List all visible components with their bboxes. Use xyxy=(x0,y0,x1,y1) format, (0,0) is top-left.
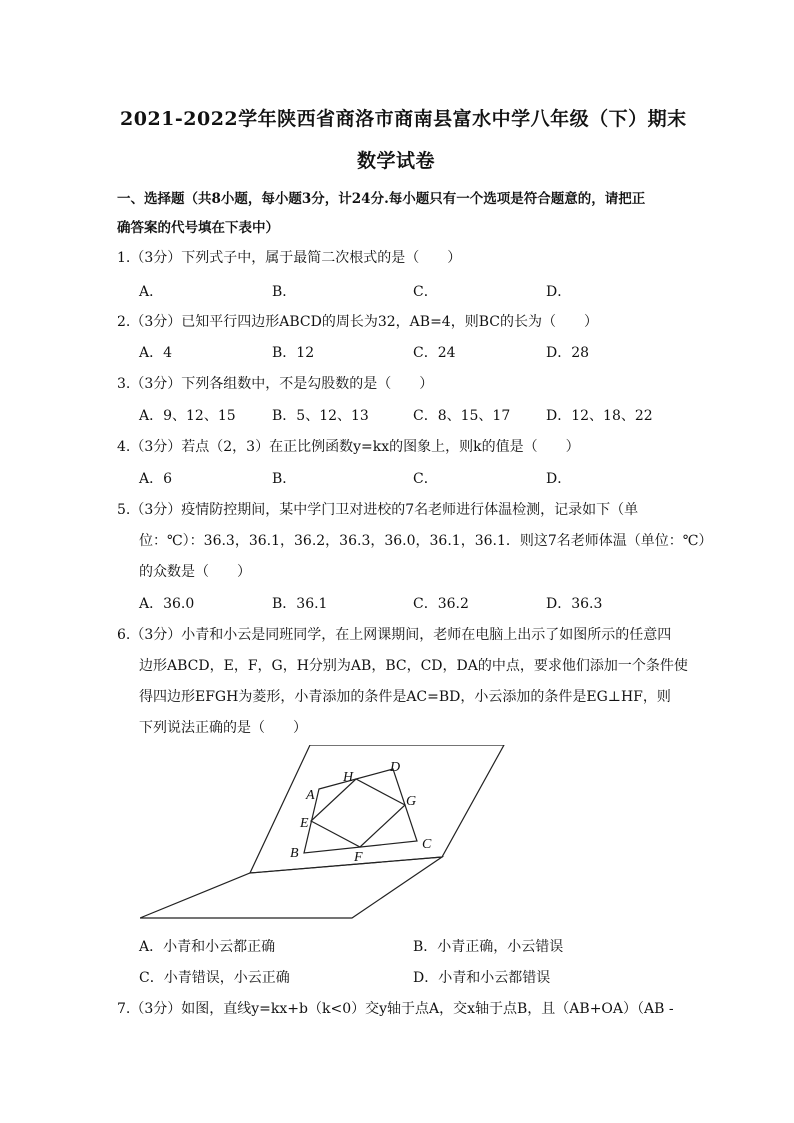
q2-option-c: C．24 xyxy=(413,345,456,361)
question-1: 1.（3分）下列式子中，属于最简二次根式的是（ ） xyxy=(117,250,462,266)
label-D: D xyxy=(390,760,401,775)
label-H: H xyxy=(343,770,354,785)
question-2: 2.（3分）已知平行四边形ABCD的周长为32，AB=4，则BC的长为（ ） xyxy=(117,314,598,330)
q1-option-d: D． xyxy=(546,284,572,300)
q1-option-b: B． xyxy=(272,284,297,300)
q2-option-b: B．12 xyxy=(272,345,315,361)
q4-option-d: D． xyxy=(546,471,572,487)
question-6-line-2: 边形ABCD，E，F，G，H分别为AB，BC，CD，DA的中点，要求他们添加一个条件使 xyxy=(139,658,688,674)
question-6-line-4: 下列说法正确的是（ ） xyxy=(139,720,307,736)
question-6-line-3: 得四边形EFGH为菱形，小青添加的条件是AC=BD，小云添加的条件是EG⊥HF，则 xyxy=(139,689,671,705)
q4-option-a: A．6 xyxy=(139,471,173,487)
page-title: 2021-2022学年陕西省商洛市商南县富水中学八年级（下）期末 xyxy=(120,108,687,130)
label-E: E xyxy=(300,816,309,831)
q3-option-b: B．5、12、13 xyxy=(272,408,369,424)
q3-option-a: A．9、12、15 xyxy=(139,408,236,424)
upright-plane xyxy=(250,745,504,873)
label-C: C xyxy=(422,837,432,852)
section-heading-cont: 确答案的代号填在下表中） xyxy=(117,220,279,236)
page-subtitle: 数学试卷 xyxy=(357,150,436,172)
q6-option-d: D．小青和小云都错误 xyxy=(413,970,551,986)
label-G: G xyxy=(406,794,417,809)
question-5-line-2: 位：℃）：36.3，36.1，36.2，36.3，36.0，36.1，36.1．则这7名老师体温（单位：℃） xyxy=(139,533,713,549)
label-F: F xyxy=(354,850,363,865)
q6-option-c: C．小青错误，小云正确 xyxy=(139,970,290,986)
q3-option-d: D．12、18、22 xyxy=(546,408,653,424)
question-3: 3.（3分）下列各组数中，不是勾股数的是（ ） xyxy=(117,376,434,392)
q6-option-a: A．小青和小云都正确 xyxy=(139,939,276,955)
q6-option-b: B．小青正确，小云错误 xyxy=(413,939,564,955)
q4-option-c: C． xyxy=(413,471,438,487)
question-6: 6.（3分）小青和小云是同班同学，在上网课期间，老师在电脑上出示了如图所示的任意四 xyxy=(117,627,672,643)
q5-option-a: A．36.0 xyxy=(139,596,195,612)
q4-option-b: B． xyxy=(272,471,297,487)
question-5-line-3: 的众数是（ ） xyxy=(139,564,251,580)
quadrilateral-figure xyxy=(140,745,506,922)
q3-option-c: C．8、15、17 xyxy=(413,408,511,424)
q2-option-d: D．28 xyxy=(546,345,590,361)
question-5: 5.（3分）疫情防控期间，某中学门卫对进校的7名老师进行体温检测，记录如下（单 xyxy=(117,502,639,518)
quadrilateral-efgh xyxy=(311,779,405,847)
q1-option-a: A． xyxy=(139,284,164,300)
question-7: 7.（3分）如图，直线y=kx+b（k<0）交y轴于点A，交x轴于点B，且（AB+OA）（AB - xyxy=(117,1001,674,1017)
q5-option-c: C．36.2 xyxy=(413,596,469,612)
question-4: 4.（3分）若点（2，3）在正比例函数y=kx的图象上，则k的值是（ ） xyxy=(117,439,580,455)
section-heading: 一、选择题（共8小题，每小题3分，计24分.每小题只有一个选项是符合题意的，请把正 xyxy=(117,191,646,207)
q1-option-c: C． xyxy=(413,284,438,300)
label-A: A xyxy=(306,788,315,803)
q5-option-d: D．36.3 xyxy=(546,596,603,612)
q5-option-b: B．36.1 xyxy=(272,596,328,612)
label-B: B xyxy=(290,846,299,861)
q2-option-a: A．4 xyxy=(139,345,173,361)
base-plane xyxy=(140,857,442,918)
